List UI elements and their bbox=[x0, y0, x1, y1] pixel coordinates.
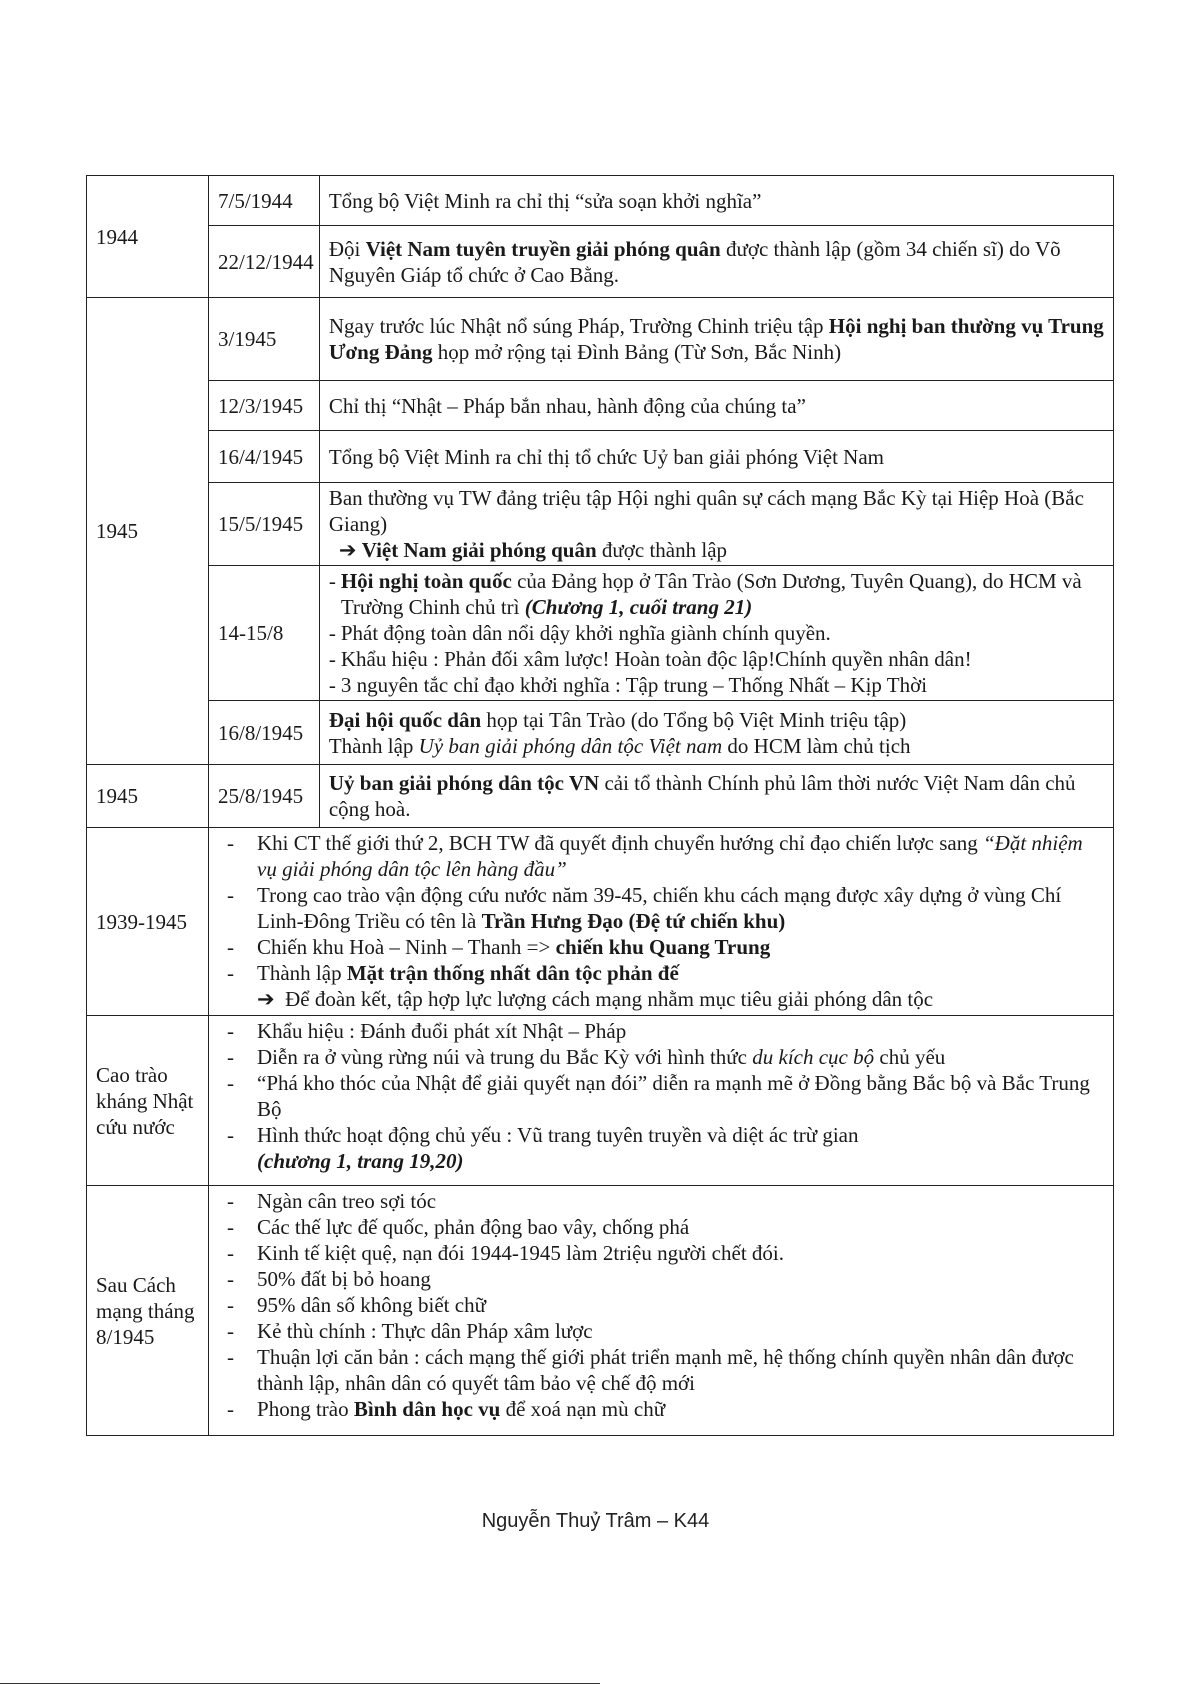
table-row bbox=[87, 828, 1114, 1016]
date-cell: 12/3/1945 bbox=[209, 381, 320, 431]
event-cell: Tổng bộ Việt Minh ra chỉ thị tổ chức Uỷ ban giải phóng Việt Nam bbox=[319, 431, 1113, 483]
date-cell: 25/8/1945 bbox=[209, 765, 320, 828]
bullet-list bbox=[218, 830, 1105, 986]
history-timeline-table bbox=[86, 175, 1114, 1436]
list-item: - “Phá kho thóc của Nhật để giải quyết nạn đói” diễn ra mạnh mẽ ở Đồng bằng Bắc bộ và Bắc Trung Bộ bbox=[227, 1070, 1105, 1122]
result-line: ➔ Việt Nam giải phóng quân được thành lập bbox=[338, 538, 728, 562]
list-item: - 50% đất bị bỏ hoang bbox=[227, 1266, 1105, 1292]
period-cell: 1944 bbox=[87, 176, 209, 298]
period-cell: 1939-1945 bbox=[87, 828, 209, 1016]
event-cell: Uỷ ban giải phóng dân tộc VN cải tổ thành Chính phủ lâm thời nước Việt Nam dân chủ cộng hoà. bbox=[319, 765, 1113, 828]
list-item: - Phong trào Bình dân học vụ để xoá nạn mù chữ bbox=[227, 1396, 1105, 1422]
period-cell: Cao trào kháng Nhật cứu nước bbox=[87, 1016, 209, 1186]
table-row bbox=[87, 1186, 1114, 1436]
list-item: - 95% dân số không biết chữ bbox=[227, 1292, 1105, 1318]
event-cell bbox=[319, 483, 1113, 566]
list-item: - Thành lập Mặt trận thống nhất dân tộc phản đế bbox=[227, 960, 1105, 986]
date-cell: 3/1945 bbox=[209, 298, 320, 381]
page-footer: Nguyễn Thuỷ Trâm – K44 bbox=[481, 1510, 710, 1532]
list-item: - Trong cao trào vận động cứu nước năm 39-45, chiến khu cách mạng được xây dựng ở vùng Chí Linh-Đông Triều có tên là Trần Hưng Đạo (Đệ tứ chiến khu) bbox=[227, 882, 1105, 934]
table-row bbox=[87, 431, 1114, 483]
date-cell: 16/8/1945 bbox=[209, 701, 320, 765]
table-row bbox=[87, 381, 1114, 431]
content-cell bbox=[209, 1016, 1114, 1186]
table-row bbox=[87, 765, 1114, 828]
event-cell bbox=[319, 566, 1113, 701]
list-item: - Thuận lợi căn bản : cách mạng thế giới phát triển mạnh mẽ, hệ thống chính quyền nhân dân được thành lập, nhân dân có quyết tâm bảo vệ chế độ mới bbox=[227, 1344, 1105, 1396]
list-item: - Chiến khu Hoà – Ninh – Thanh => chiến khu Quang Trung bbox=[227, 934, 1105, 960]
period-cell: Sau Cách mạng tháng 8/1945 bbox=[87, 1186, 209, 1436]
period-cell: 1945 bbox=[87, 765, 209, 828]
table-row bbox=[87, 701, 1114, 765]
table-row bbox=[87, 1016, 1114, 1186]
arrow-right-icon: ➔ bbox=[338, 538, 357, 562]
table-row bbox=[87, 566, 1114, 701]
event-cell: Đội Việt Nam tuyên truyền giải phóng quân được thành lập (gồm 34 chiến sĩ) do Võ Nguyên Giáp tổ chức ở Cao Bằng. bbox=[319, 226, 1113, 298]
event-cell: Đại hội quốc dân họp tại Tân Trào (do Tổng bộ Việt Minh triệu tập) Thành lập Uỷ ban giải phóng dân tộc Việt nam do HCM làm chủ tịch bbox=[319, 701, 1113, 765]
period-cell: 1945 bbox=[87, 298, 209, 765]
date-cell: 7/5/1944 bbox=[209, 176, 320, 226]
list-item: - Diễn ra ở vùng rừng núi và trung du Bắc Kỳ với hình thức du kích cục bộ chủ yếu bbox=[227, 1044, 1105, 1070]
list-item: - Kẻ thù chính : Thực dân Pháp xâm lược bbox=[227, 1318, 1105, 1344]
table-row bbox=[87, 483, 1114, 566]
event-cell: Chỉ thị “Nhật – Pháp bắn nhau, hành động của chúng ta” bbox=[319, 381, 1113, 431]
event-cell: Tổng bộ Việt Minh ra chỉ thị “sửa soạn khởi nghĩa” bbox=[319, 176, 1113, 226]
bullet-list bbox=[218, 1188, 1105, 1422]
list-item: - Khẩu hiệu : Đánh đuổi phát xít Nhật – Pháp bbox=[227, 1018, 1105, 1044]
list-item: - Khẩu hiệu : Phản đối xâm lược! Hoàn toàn độc lập!Chính quyền nhân dân! bbox=[329, 646, 1105, 672]
list-item: - Hội nghị toàn quốc của Đảng họp ở Tân Trào (Sơn Dương, Tuyên Quang), do HCM và Trường Chinh chủ trì (Chương 1, cuối trang 21) bbox=[329, 568, 1105, 620]
table-row bbox=[87, 176, 1114, 226]
list-item: - Phát động toàn dân nổi dậy khởi nghĩa giành chính quyền. bbox=[329, 620, 1105, 646]
event-cell: Ngay trước lúc Nhật nổ súng Pháp, Trường Chinh triệu tập Hội nghị ban thường vụ Trung Ương Đảng họp mở rộng tại Đình Bảng (Từ Sơn, Bắc Ninh) bbox=[319, 298, 1113, 381]
content-cell bbox=[209, 828, 1114, 1016]
date-cell: 22/12/1944 bbox=[209, 226, 320, 298]
list-item: - Hình thức hoạt động chủ yếu : Vũ trang tuyên truyền và diệt ác trừ gian (chương 1, trang 19,20) bbox=[227, 1122, 1105, 1174]
table-row bbox=[87, 226, 1114, 298]
bullet-list bbox=[218, 1018, 1105, 1174]
date-cell: 16/4/1945 bbox=[209, 431, 320, 483]
date-cell: 15/5/1945 bbox=[209, 483, 320, 566]
list-item: - Các thế lực đế quốc, phản động bao vây, chống phá bbox=[227, 1214, 1105, 1240]
bottom-rule bbox=[0, 1683, 600, 1684]
table-row bbox=[87, 298, 1114, 381]
list-item: - Ngàn cân treo sợi tóc bbox=[227, 1188, 1105, 1214]
date-cell: 14-15/8 bbox=[209, 566, 320, 701]
event-list bbox=[329, 568, 1105, 698]
list-item: - Kinh tế kiệt quệ, nạn đói 1944-1945 làm 2triệu người chết đói. bbox=[227, 1240, 1105, 1266]
list-item: - 3 nguyên tắc chỉ đạo khởi nghĩa : Tập trung – Thống Nhất – Kịp Thời bbox=[329, 672, 1105, 698]
list-item: - Khi CT thế giới thứ 2, BCH TW đã quyết định chuyển hướng chỉ đạo chiến lược sang “Đặt nhiệm vụ giải phóng dân tộc lên hàng đầu” bbox=[227, 830, 1105, 882]
result-line: ➔ Để đoàn kết, tập hợp lực lượng cách mạng nhằm mục tiêu giải phóng dân tộc bbox=[257, 987, 934, 1011]
event-text: Ban thường vụ TW đảng triệu tập Hội nghi quân sự cách mạng Bắc Kỳ tại Hiệp Hoà (Bắc Giang) bbox=[328, 486, 1084, 536]
arrow-right-icon: ➔ bbox=[257, 987, 275, 1011]
content-cell bbox=[209, 1186, 1114, 1436]
